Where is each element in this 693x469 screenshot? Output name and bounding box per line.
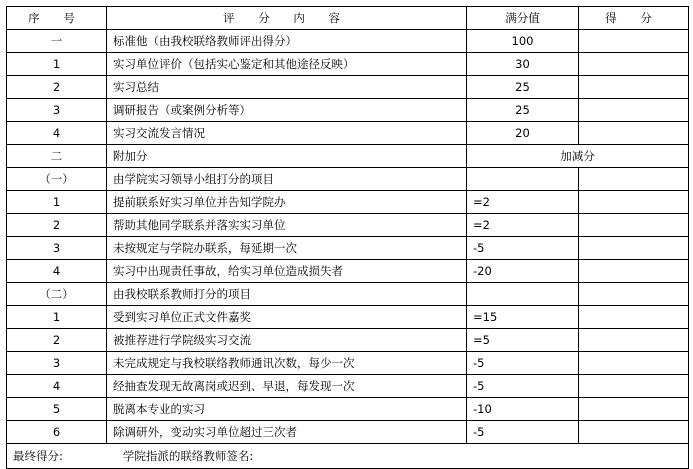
table-row	[7, 53, 689, 76]
section-row	[7, 283, 689, 306]
row-content: 提前联系好实习单位并告知学院办	[107, 191, 467, 214]
header-no: 序 号	[7, 7, 107, 30]
score-cell[interactable]	[579, 214, 689, 237]
row-no: 2	[7, 329, 107, 352]
table-row	[7, 237, 689, 260]
score-cell[interactable]	[579, 398, 689, 421]
row-no: 4	[7, 260, 107, 283]
table-row	[7, 421, 689, 444]
row-content: 标准他（由我校联络教师评出得分）	[107, 30, 467, 53]
row-max: -5	[467, 375, 579, 398]
table-row	[7, 398, 689, 421]
row-no: 4	[7, 122, 107, 145]
row-max: -5	[467, 237, 579, 260]
score-cell[interactable]	[579, 375, 689, 398]
row-content: 未完成规定与我校联络教师通讯次数，每少一次	[107, 352, 467, 375]
table-row	[7, 375, 689, 398]
final-score-label: 最终得分:	[13, 449, 63, 463]
score-cell[interactable]	[579, 122, 689, 145]
row-max: =15	[467, 306, 579, 329]
row-max: -20	[467, 260, 579, 283]
row-max: =2	[467, 191, 579, 214]
empty-cell	[467, 168, 579, 191]
row-max: 25	[467, 76, 579, 99]
score-cell[interactable]	[579, 191, 689, 214]
row-no: 二	[7, 145, 107, 168]
row-no: 一	[7, 30, 107, 53]
row-no: 1	[7, 53, 107, 76]
score-cell[interactable]	[579, 306, 689, 329]
row-no: 1	[7, 306, 107, 329]
row-content: 被推荐进行学院级实习交流	[107, 329, 467, 352]
row-content: 附加分	[107, 145, 467, 168]
score-cell[interactable]	[579, 30, 689, 53]
table-row	[7, 352, 689, 375]
row-no: 4	[7, 375, 107, 398]
header-content: 评 分 内 容	[107, 7, 467, 30]
table-row	[7, 191, 689, 214]
table-row	[7, 260, 689, 283]
row-max: -5	[467, 421, 579, 444]
row-max: =2	[467, 214, 579, 237]
header-score: 得 分	[579, 7, 689, 30]
empty-cell	[579, 168, 689, 191]
row-content: 经抽查发现无故离岗或迟到、早退，每发现一次	[107, 375, 467, 398]
row-content: 调研报告（或案例分析等）	[107, 99, 467, 122]
score-cell[interactable]	[579, 53, 689, 76]
section-title: 由我校联系教师打分的项目	[107, 283, 467, 306]
table-row	[7, 122, 689, 145]
table-row	[7, 30, 689, 53]
score-cell[interactable]	[579, 352, 689, 375]
row-max: -10	[467, 398, 579, 421]
row-content: 脱离本专业的实习	[107, 398, 467, 421]
bonus-header-row	[7, 145, 689, 168]
table-row	[7, 214, 689, 237]
footer-row	[7, 444, 689, 469]
row-content: 实习中出现责任事故，给实习单位造成损失者	[107, 260, 467, 283]
row-no: 6	[7, 421, 107, 444]
table-row	[7, 76, 689, 99]
section-row	[7, 168, 689, 191]
row-max: 100	[467, 30, 579, 53]
table-row	[7, 306, 689, 329]
table-row	[7, 99, 689, 122]
section-no: （一）	[7, 168, 107, 191]
table-row	[7, 329, 689, 352]
score-cell[interactable]	[579, 237, 689, 260]
empty-cell	[579, 283, 689, 306]
grading-form	[6, 6, 689, 469]
row-max: -5	[467, 352, 579, 375]
grading-table	[6, 6, 689, 469]
empty-cell	[467, 283, 579, 306]
footer-cell	[7, 444, 689, 469]
header-max: 满分值	[467, 7, 579, 30]
row-no: 5	[7, 398, 107, 421]
row-no: 2	[7, 76, 107, 99]
row-no: 3	[7, 352, 107, 375]
row-max: 30	[467, 53, 579, 76]
row-content: 除调研外，变动实习单位超过三次者	[107, 421, 467, 444]
bonus-label: 加减分	[467, 145, 689, 168]
signature-label: 学院指派的联络教师签名:	[122, 449, 254, 463]
row-no: 3	[7, 99, 107, 122]
row-max: 25	[467, 99, 579, 122]
row-no: 3	[7, 237, 107, 260]
row-content: 帮助其他同学联系并落实实习单位	[107, 214, 467, 237]
row-content: 未按规定与学院办联系，每延期一次	[107, 237, 467, 260]
row-content: 实习交流发言情况	[107, 122, 467, 145]
row-max: 20	[467, 122, 579, 145]
row-no: 1	[7, 191, 107, 214]
table-header-row	[7, 7, 689, 30]
section-title: 由学院实习领导小组打分的项目	[107, 168, 467, 191]
score-cell[interactable]	[579, 421, 689, 444]
section-no: （二）	[7, 283, 107, 306]
score-cell[interactable]	[579, 99, 689, 122]
row-content: 实习单位评价（包括实心鉴定和其他途径反映）	[107, 53, 467, 76]
score-cell[interactable]	[579, 329, 689, 352]
score-cell[interactable]	[579, 76, 689, 99]
row-content: 受到实习单位正式文件嘉奖	[107, 306, 467, 329]
row-max: =5	[467, 329, 579, 352]
row-content: 实习总结	[107, 76, 467, 99]
score-cell[interactable]	[579, 260, 689, 283]
row-no: 2	[7, 214, 107, 237]
